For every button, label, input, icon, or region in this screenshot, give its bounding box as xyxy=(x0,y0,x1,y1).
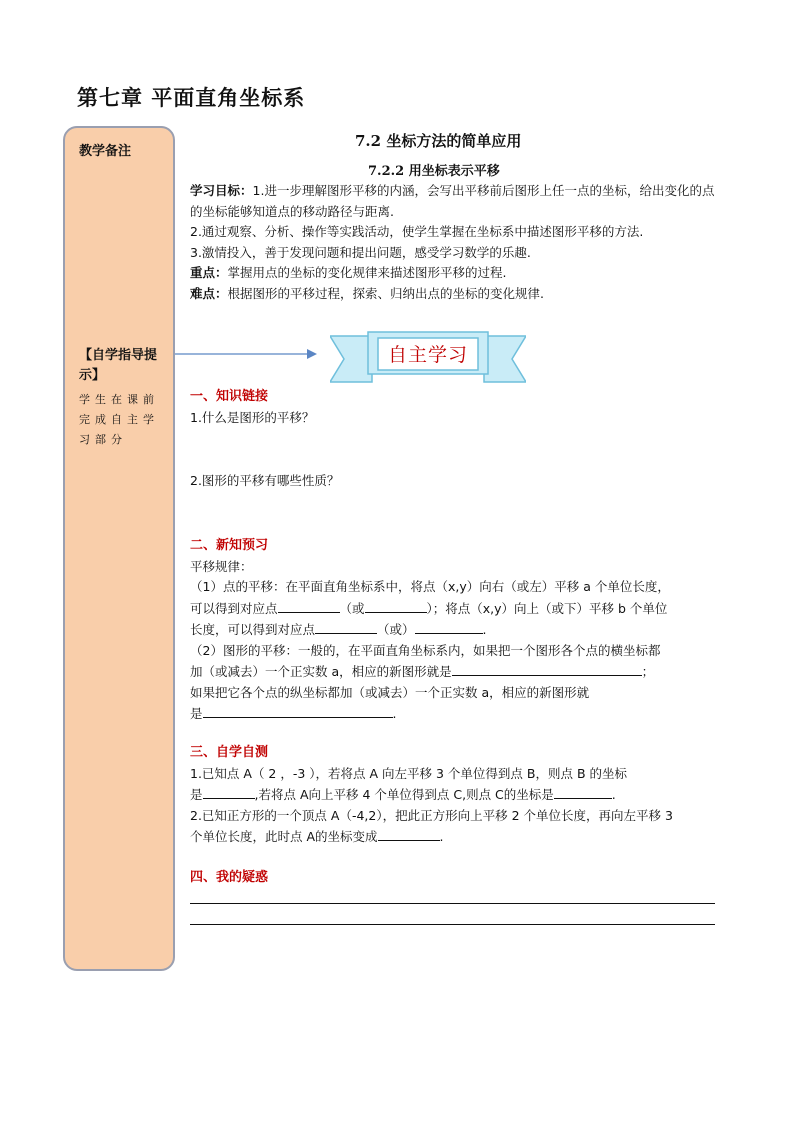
objectives-label: 学习目标 xyxy=(190,183,241,198)
arrow-right-icon xyxy=(175,346,320,362)
difficulty-label: 难点 xyxy=(190,285,216,301)
point-translation-line-1: （1）点的平移：在平面直角坐标系中，将点（x,y）向右（或左）平移 a 个单位长度， xyxy=(190,579,670,594)
self-test-question-1-line-2: 是 ,若将点 A向上平移 4 个单位得到点 C,则点 C的坐标是 . xyxy=(190,784,720,806)
part4-block xyxy=(190,868,720,889)
answer-line-2[interactable] xyxy=(190,924,715,925)
part3-heading: 三、自学自测 xyxy=(190,745,269,760)
objective-3: 3.激情投入，善于发现问题和提出问题，感受学习数学的乐趣. xyxy=(190,244,531,260)
part2-heading: 二、新知预习 xyxy=(190,538,269,553)
answer-line-1[interactable] xyxy=(190,903,715,904)
part1-block xyxy=(190,387,720,428)
key-point-label: 重点 xyxy=(190,265,216,280)
section-title: 7.2 坐标方法的简单应用 xyxy=(355,132,522,150)
difficulty-text: 根据图形的平移过程，探索、归纳出点的坐标的变化规律. xyxy=(227,285,545,301)
part2-block xyxy=(190,536,720,725)
figure-translation-line-4: 是 . xyxy=(190,703,720,725)
chapter-title: 第七章 平面直角坐标系 xyxy=(77,85,306,110)
self-test-question-1-line-1: 1.已知点 A（ 2 ，-3 ），若将点 A 向左平移 3 个单位得到点 B，则点 B 的坐标 xyxy=(190,765,628,781)
figure-translation-line-2: 加（或减去）一个正实数 a，相应的新图形就是 ； xyxy=(190,661,720,683)
key-point-text: 掌握用点的坐标的变化规律来描述图形平移的过程. xyxy=(227,265,507,280)
figure-translation-line-3: 如果把它各个点的纵坐标都加（或减去）一个正实数 a，相应的新图形就 xyxy=(190,684,590,700)
self-study-banner xyxy=(330,330,526,390)
self-study-guide-label: 【自学指导提示】 xyxy=(79,348,158,383)
banner-text: 自主学习 xyxy=(387,344,468,366)
point-translation-line-3: 长度，可以得到对应点 （或） . xyxy=(190,619,720,641)
part2-intro: 平移规律： xyxy=(190,558,253,574)
part4-heading: 四、我的疑惑 xyxy=(190,870,269,885)
subsection-title: 7.2.2 用坐标表示平移 xyxy=(368,164,500,179)
sidebar-label: 教学备注 xyxy=(79,144,132,159)
part3-block xyxy=(190,743,720,848)
part1-heading: 一、知识链接 xyxy=(190,389,269,404)
part1-question-1: 1.什么是图形的平移？ xyxy=(190,409,315,425)
part1-question-2: 2.图形的平移有哪些性质？ xyxy=(190,473,340,488)
self-test-question-2-line-1: 2.已知正方形的一个顶点 A（-4,2），把此正方形向上平移 2 个单位长度，再向左平移 3 xyxy=(190,807,673,823)
point-translation-line-2: 可以得到对应点 （或 ）；将点（x,y）向上（或下）平移 b 个单位 xyxy=(190,598,720,620)
teaching-notes-sidebar xyxy=(63,126,175,971)
self-test-question-2-line-2: 个单位长度，此时点 A的坐标变成 . xyxy=(190,826,720,848)
self-study-note: 学生在课前完成自主学习部分 xyxy=(79,393,159,446)
objective-1: 1.进一步理解图形平移的内涵，会写出平移前后图形上任一点的坐标，给出变化的点的坐标能够知道点的移动路径与距离. xyxy=(190,183,715,219)
figure-translation-line-1: （2）图形的平移：一般的，在平面直角坐标系内，如果把一个图形各个点的横坐标都 xyxy=(190,642,661,658)
objectives-block: 学习目标：1.进一步理解图形平移的内涵，会写出平移前后图形上任一点的坐标，给出变化的点的坐标能够知道点的移动路径与距离. 2.通过观察、分析、操作等实践活动，使学生掌握在坐标系中描述图形平移的方法. 3.激情投入，善于发现问题和提出问题，感受学习数学的乐趣. 重点：掌握用点的坐标的变化规律来描述图形平移的过程. 难点：根据图形的平移过程，探索、归纳出点的坐标的变化规律. xyxy=(190,181,720,304)
objective-2: 2.通过观察、分析、操作等实践活动，使学生掌握在坐标系中描述图形平移的方法. xyxy=(190,224,644,239)
